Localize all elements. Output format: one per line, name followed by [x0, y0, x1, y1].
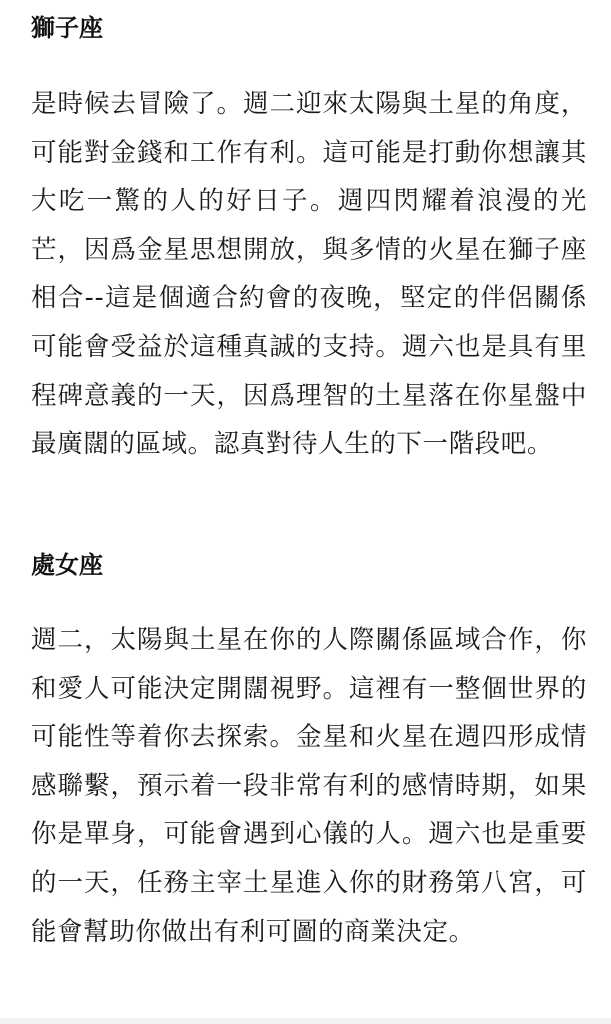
section-title-virgo: 處女座	[31, 551, 103, 579]
section-body-leo: 是時候去冒險了。週二迎來太陽與土星的角度，可能對金錢和工作有利。這可能是打動你想讓其大吃一驚的人的好日子。週四閃耀着浪漫的光芒，因爲金星思想開放，與多情的火星在獅子座相合--這是個適合約會的夜晚，堅定的伴侶關係可能會受益於這種真誠的支持。週六也是具有里程碑意義的一天，因爲理智的土星落在你星盤中最廣闊的區域。認真對待人生的下一階段吧。	[31, 89, 587, 460]
section-body-virgo: 週二，太陽與土星在你的人際關係區域合作，你和愛人可能決定開闊視野。這裡有一整個世界的可能性等着你去探索。金星和火星在週四形成情感聯繫，預示着一段非常有利的感情時期，如果你是單身，可能會遇到心儀的人。週六也是重要的一天，任務主宰土星進入你的財務第八宮，可能會幫助你做出有利可圖的商業決定。	[31, 625, 587, 947]
bottom-divider	[0, 1018, 611, 1024]
section-title-leo: 獅子座	[31, 14, 103, 42]
